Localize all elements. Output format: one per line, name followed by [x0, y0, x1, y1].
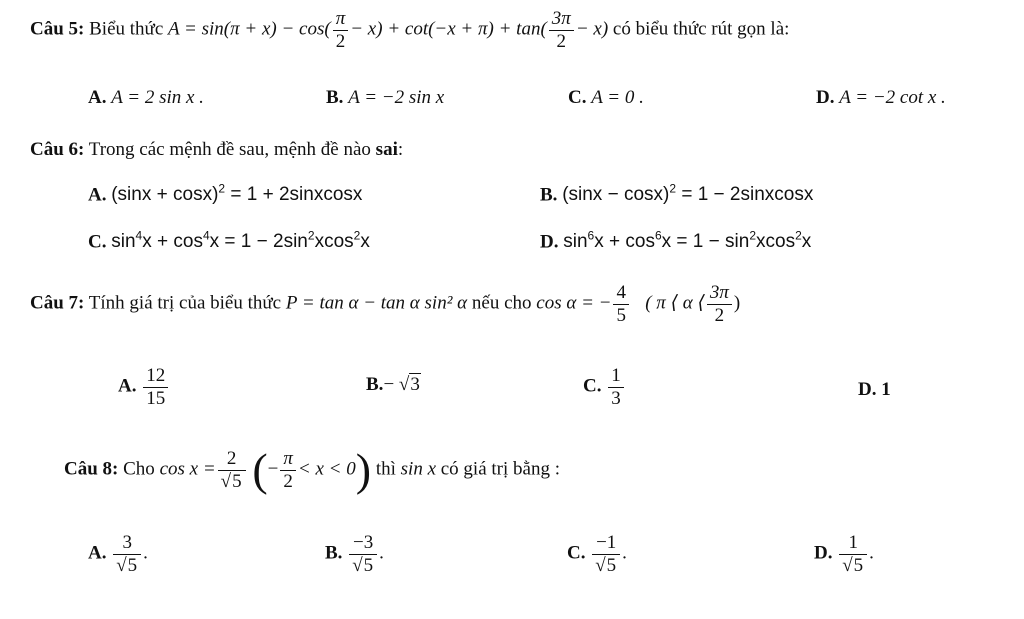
- q5-expr-c: − x): [575, 18, 609, 40]
- q7-number: Câu 7:: [30, 292, 85, 314]
- q8-option-c: C. $\frac{-1}{√5}$ .: [567, 532, 627, 576]
- q6-option-a: A. $(\sin x + \cos x)^2 = 1$ + 2sinxcosx: [88, 182, 363, 206]
- q8-cos: cos x =: [159, 458, 216, 480]
- q5-number: Câu 5:: [30, 18, 85, 40]
- q8-text-after: thì: [375, 458, 396, 480]
- q8-frac-2-sqrt5: $\frac{2}{√5}$: [218, 448, 246, 493]
- q7-frac-4-5: $\frac{4}{5}$: [613, 282, 629, 327]
- q5-text: Biểu thức: [89, 18, 164, 40]
- q5-option-d: D. A = −2 cot x .: [816, 87, 946, 108]
- q8-text-end: có giá trị bằng :: [440, 458, 560, 480]
- q6-number: Câu 6:: [30, 139, 85, 160]
- q5-option-a: A. A = 2 sin x .: [88, 87, 204, 108]
- q7-text-mid: nếu cho: [471, 292, 532, 314]
- q7-frac-3pi-2: $\frac{3\pi}{2}$: [707, 282, 732, 327]
- q7-expr: P = tan α − tan α sin² α: [285, 292, 468, 314]
- q5-expr-b: − x) + cot(−x + π) + tan(: [350, 18, 547, 40]
- q6-stem: Câu 6: Trong các mệnh đề sau, mệnh đề nào sai:: [30, 139, 404, 160]
- q5-stem: [30, 8, 789, 53]
- q7-option-d: D. 1: [858, 379, 891, 400]
- q8-option-a: A. $\frac{3}{√5}$ .: [88, 532, 148, 576]
- q7-text: Tính giá trị của biểu thức: [88, 292, 282, 314]
- q5-frac-3pi-2: $\frac{3\pi}{2}$: [549, 8, 574, 53]
- q6-option-c: C. $\sin^4x + \cos^4x = 1 - 2\sin^2xcos^2x$: [88, 229, 370, 253]
- q8-frac-pi-2: $\frac{\pi}{2}$: [280, 448, 296, 493]
- q5-option-b: B. A = −2 sin x: [326, 87, 445, 108]
- q5-expr-a: A = sin(π + x) − cos(: [168, 18, 331, 40]
- q6-text: Trong các mệnh đề sau, mệnh đề nào: [88, 139, 371, 160]
- q6-option-b: B. $(\sin x - \cos x)^2 = 1$ − 2sinxcosx: [540, 182, 814, 206]
- q7-stem: Câu 7: Tính giá trị của biểu thức P = tan α − tan α sin² α nếu cho cos α = − $\frac{4}{5}$ ( π ⟨ α ⟨ $\frac{3\pi}{2}$ ): [30, 282, 741, 326]
- q8-stem: Câu 8: Cho cos x = $\frac{2}{√5}$ (− $\frac{\pi}{2}$ < x < 0) thì sin x có giá trị bằng :: [64, 443, 560, 495]
- q7-condition: ( π ⟨ α ⟨: [645, 292, 705, 314]
- q6-text-bold: sai: [375, 139, 398, 160]
- q8-sin: sin x: [400, 458, 436, 480]
- q8-number: Câu 8:: [64, 458, 119, 480]
- q5-frac-pi-2: $\frac{\pi}{2}$: [333, 8, 349, 53]
- q5-option-c: C. A = 0 .: [568, 87, 644, 108]
- q8-option-d: D. $\frac{1}{√5}$ .: [814, 532, 874, 576]
- q8-text: Cho: [123, 458, 155, 480]
- q7-option-b: B.− √3: [366, 374, 420, 395]
- q6-option-d: D. $\sin^6x + \cos^6x = 1 - \sin^2xcos^2x$: [540, 229, 812, 253]
- q5-text-after: có biểu thức rút gọn là:: [612, 18, 790, 40]
- q7-option-c: C. $\frac{1}{3}$: [583, 365, 626, 410]
- q8-option-b: B. $\frac{-3}{√5}$ .: [325, 532, 384, 576]
- q7-cos: cos α = −: [536, 292, 612, 314]
- q7-option-a: A. $\frac{12}{15}$: [118, 365, 170, 410]
